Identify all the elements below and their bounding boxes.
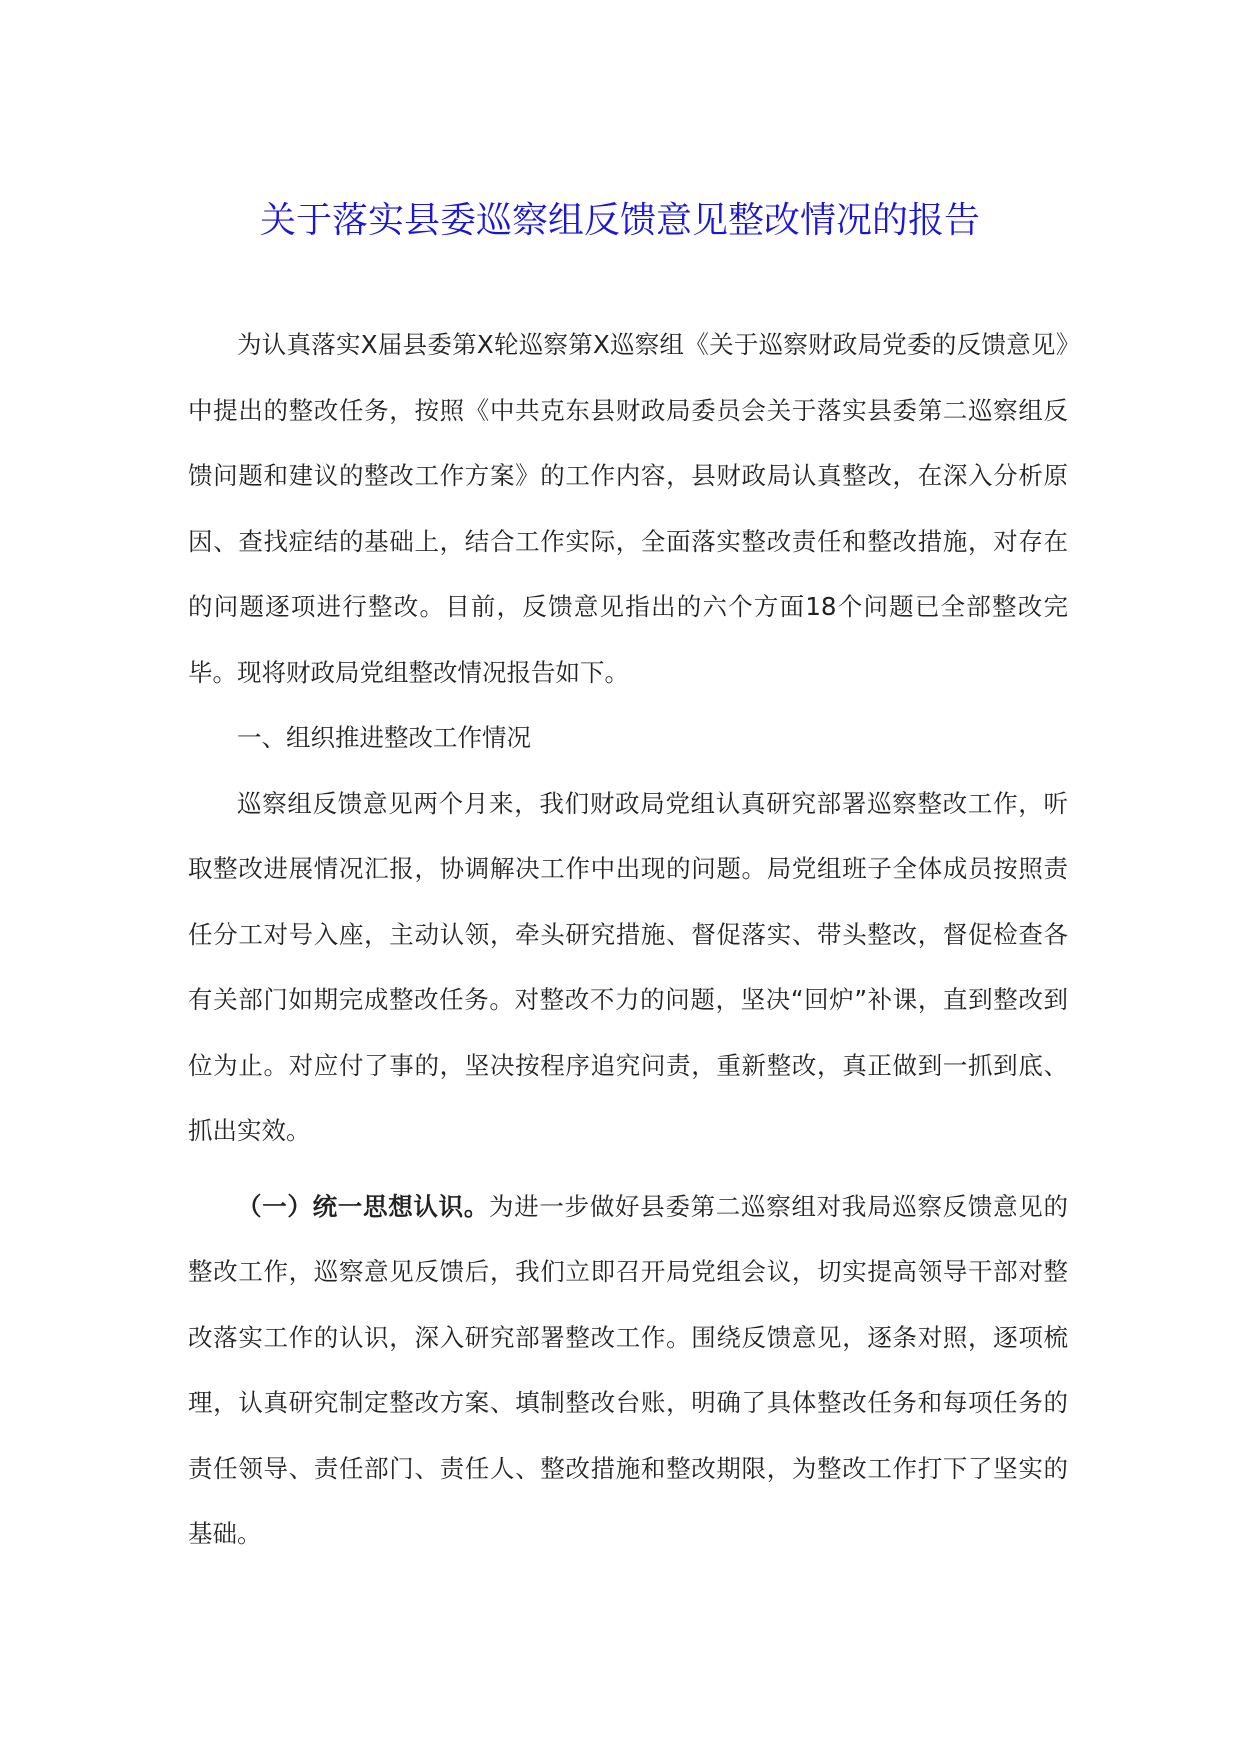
document-title: 关于落实县委巡察组反馈意见整改情况的报告 — [259, 200, 980, 241]
section-heading: 一、组织推进整改工作情况 — [237, 723, 531, 752]
document-body — [188, 312, 1068, 1567]
intro-paragraph: 为认真落实X届县委第X轮巡察第X巡察组《关于巡察财政局党委的反馈意见》中提出的整改任务，按照《中共克东县财政局委员会关于落实县委第二巡察组反馈问题和建议的整改工作方案》的工作内容，县财政局认真整改，在深入分析原因、查找症结的基础上，结合工作实际，全面落实整改责任和整改措施，对存在的问题逐项进行整改。目前，反馈意见指出的六个方面18个问题已全部整改完毕。现将财政局党组整改情况报告如下。 — [188, 330, 1068, 687]
subsection-heading: （一）统一思想认识。 — [237, 1191, 490, 1221]
section-paragraph: 巡察组反馈意见两个月来，我们财政局党组认真研究部署巡察整改工作，听取整改进展情况汇报，协调解决工作中出现的问题。局党组班子全体成员按照责任分工对号入座，主动认领，牵头研究措施、督促落实、带头整改，督促检查各有关部门如期完成整改任务。对整改不力的问题，坚决“回炉”补课，直到整改到位为止。对应付了事的，坚决按程序追究问责，重新整改，真正做到一抓到底、抓出实效。 — [188, 788, 1068, 1145]
subsection-paragraph — [188, 1174, 1068, 1567]
subsection-body: 为进一步做好县委第二巡察组对我局巡察反馈意见的整改工作，巡察意见反馈后，我们立即召开局党组会议，切实提高领导干部对整改落实工作的认识，深入研究部署整改工作。围绕反馈意见，逐条对照，逐项梳理，认真研究制定整改方案、填制整改台账，明确了具体整改任务和每项任务的责任领导、责任部门、责任人、整改措施和整改期限，为整改工作打下了坚实的基础。 — [188, 1191, 1068, 1548]
